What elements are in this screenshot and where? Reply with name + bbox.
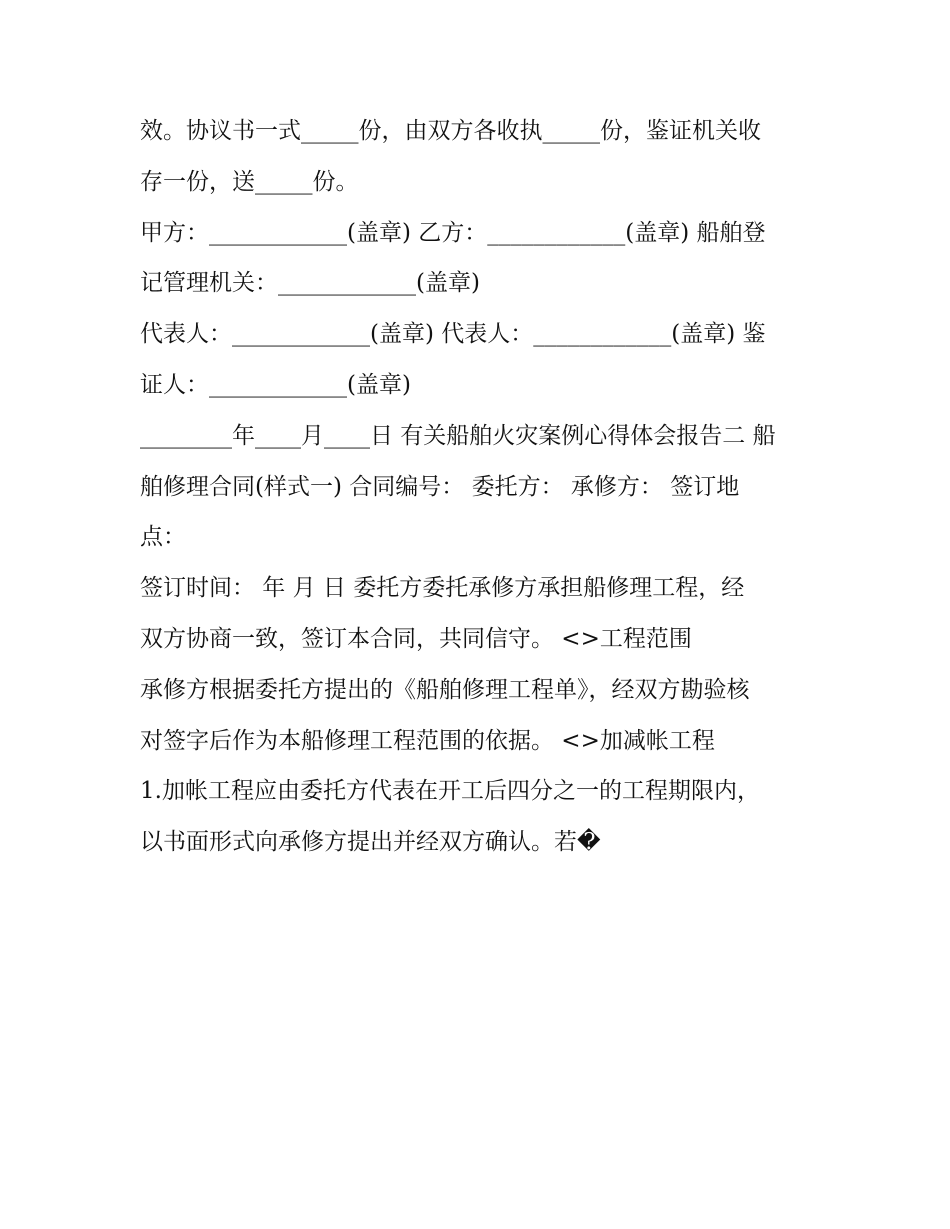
text-line: 双方协商一致，签订本合同，共同信守。 <>工程范围 [140, 625, 692, 652]
text-line: 1.加帐工程应由委托方代表在开工后四分之一的工程期限内， [140, 778, 760, 805]
text-line: 效。协议书一式_____份，由双方各收执_____份，鉴证机关收 [140, 118, 761, 144]
text-line: 证人：____________(盖章) [140, 371, 411, 398]
text-line: 签订时间： 年 月 日 委托方委托承修方承担船修理工程，经 [140, 575, 745, 602]
text-line: ________年____月____日 有关船舶火灾案例心得体会报告二 船 [140, 422, 776, 449]
text-line: 存一份，送_____份。 [140, 168, 359, 195]
text-line: 代表人：____________(盖章) 代表人：____________(盖章) 鉴 [140, 321, 766, 348]
text-line: 对签字后作为本船修理工程范围的依据。 <>加减帐工程 [140, 727, 715, 754]
text-line: 甲方：____________(盖章) 乙方：____________(盖章) 船舶登 [140, 219, 766, 246]
text-line: 以书面形式向承修方提出并经双方确认。若� [140, 829, 601, 856]
text-line: 记管理机关：____________(盖章) [140, 270, 480, 297]
text-line: 点： [140, 524, 186, 551]
text-line: 承修方根据委托方提出的《船舶修理工程单》，经双方勘验核 [140, 676, 750, 703]
document-body [140, 106, 840, 868]
text-line: 舶修理合同(样式一) 合同编号： 委托方： 承修方： 签订地 [140, 473, 740, 500]
